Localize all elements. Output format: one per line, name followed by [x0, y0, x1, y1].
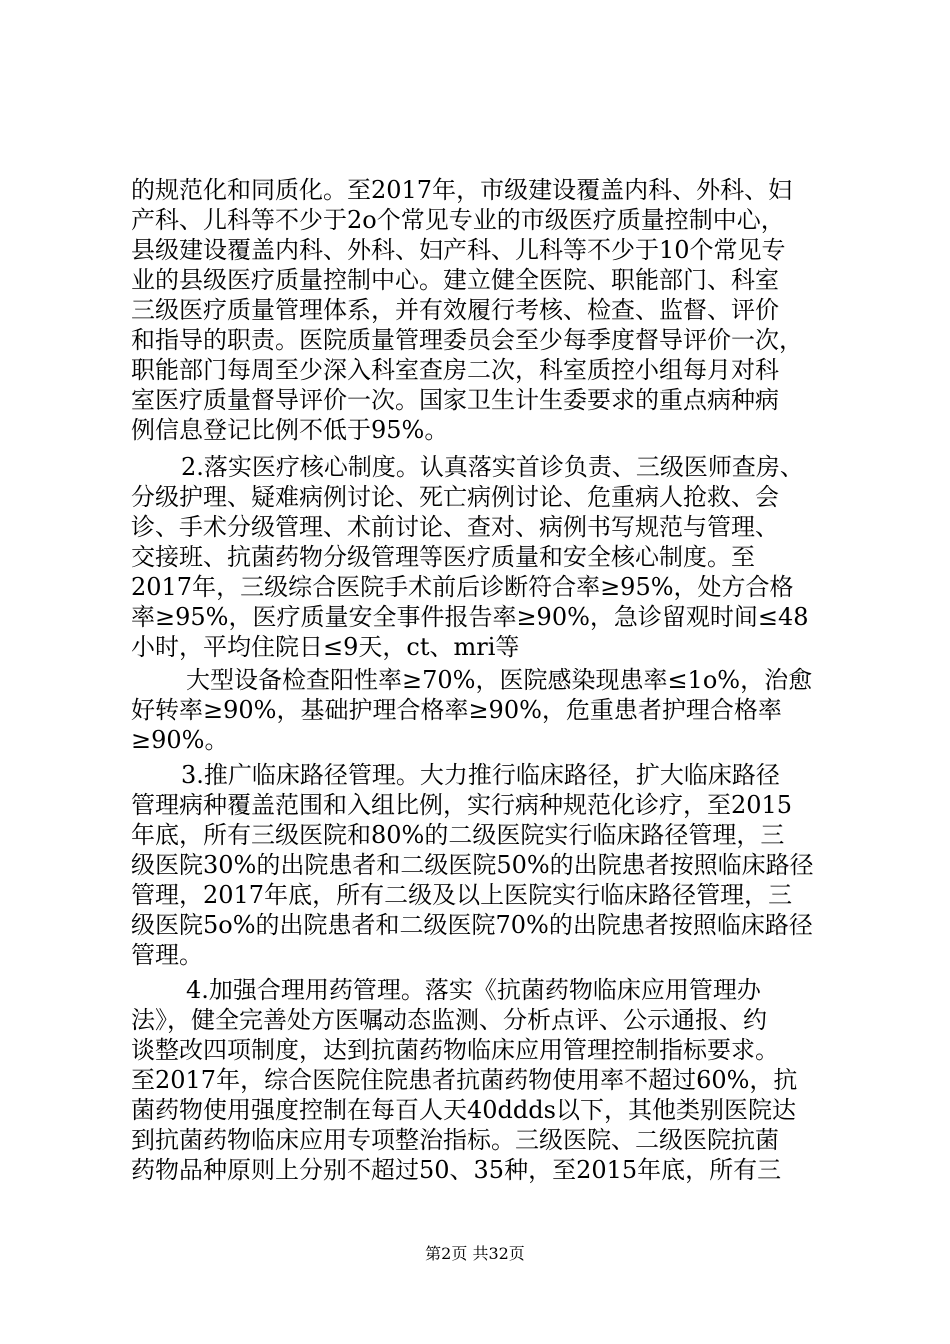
text-line: 分级护理、疑难病例讨论、死亡病例讨论、危重病人抢救、会: [131, 483, 779, 511]
text-line: 2017年，三级综合医院手术前后诊断符合率≥95%，处方合格: [131, 573, 794, 601]
text-line: 好转率≥90%，基础护理合格率≥90%，危重患者护理合格率: [131, 696, 782, 724]
text-line: 管理。: [131, 941, 203, 969]
text-line: 菌药物使用强度控制在每百人天40ddds以下，其他类别医院达: [131, 1096, 796, 1124]
text-line: 例信息登记比例不低于95%。: [131, 416, 449, 444]
text-line: 到抗菌药物临床应用专项整治指标。三级医院、二级医院抗菌: [131, 1126, 779, 1154]
text-line: 产科、儿科等不少于2o个常见专业的市级医疗质量控制中心，: [131, 206, 785, 234]
text-line: 至2017年，综合医院住院患者抗菌药物使用率不超过60%，抗: [131, 1066, 798, 1094]
text-line: 药物品种原则上分别不超过50、35种，至2015年底，所有三: [131, 1156, 782, 1184]
text-line: 管理病种覆盖范围和入组比例，实行病种规范化诊疗，至2015: [131, 791, 793, 819]
text-line: 大型设备检查阳性率≥70%，医院感染现患率≤1o%，治愈: [186, 666, 813, 694]
text-line: 小时，平均住院日≤9天，ct、mri等: [131, 633, 520, 661]
text-line: ≥90%。: [131, 726, 229, 754]
text-line: 业的县级医疗质量控制中心。建立健全医院、职能部门、科室: [131, 266, 779, 294]
text-line: 率≥95%，医疗质量安全事件报告率≥90%，急诊留观时间≤48: [131, 603, 809, 631]
text-line: 诊、手术分级管理、术前讨论、查对、病例书写规范与管理、: [131, 513, 779, 541]
text-line: 法》，健全完善处方医嘱动态监测、分析点评、公示通报、约: [131, 1006, 767, 1034]
text-line: 交接班、抗菌药物分级管理等医疗质量和安全核心制度。至: [131, 543, 755, 571]
text-line: 谈整改四项制度，达到抗菌药物临床应用管理控制指标要求。: [131, 1036, 779, 1064]
text-line: 三级医疗质量管理体系，并有效履行考核、检查、监督、评价: [131, 296, 779, 324]
paragraph-2-heading-line: 2.落实医疗核心制度。认真落实首诊负责、三级医师查房、: [181, 453, 804, 481]
text-line: 管理，2017年底，所有二级及以上医院实行临床路径管理，三: [131, 881, 793, 909]
paragraph-3-heading-line: 3.推广临床路径管理。大力推行临床路径，扩大临床路径: [181, 761, 780, 789]
text-line: 室医疗质量督导评价一次。国家卫生计生委要求的重点病种病: [131, 386, 779, 414]
text-line: 年底，所有三级医院和80%的二级医院实行临床路径管理，三: [131, 821, 785, 849]
text-line: 县级建设覆盖内科、外科、妇产科、儿科等不少于10个常见专: [131, 236, 786, 264]
page-number-footer: 第2页 共32页: [425, 1244, 525, 1263]
text-line: 级医院5o%的出院患者和二级医院70%的出院患者按照临床路径: [131, 911, 813, 939]
text-line: 的规范化和同质化。至2017年，市级建设覆盖内科、外科、妇: [131, 176, 793, 204]
paragraph-4-heading-line: 4.加强合理用药管理。落实《抗菌药物临床应用管理办: [186, 976, 761, 1004]
text-line: 和指导的职责。医院质量管理委员会至少每季度督导评价一次，: [131, 326, 803, 354]
text-line: 职能部门每周至少深入科室查房二次，科室质控小组每月对科: [131, 356, 779, 384]
text-line: 级医院30%的出院患者和二级医院50%的出院患者按照临床路径: [131, 851, 814, 879]
